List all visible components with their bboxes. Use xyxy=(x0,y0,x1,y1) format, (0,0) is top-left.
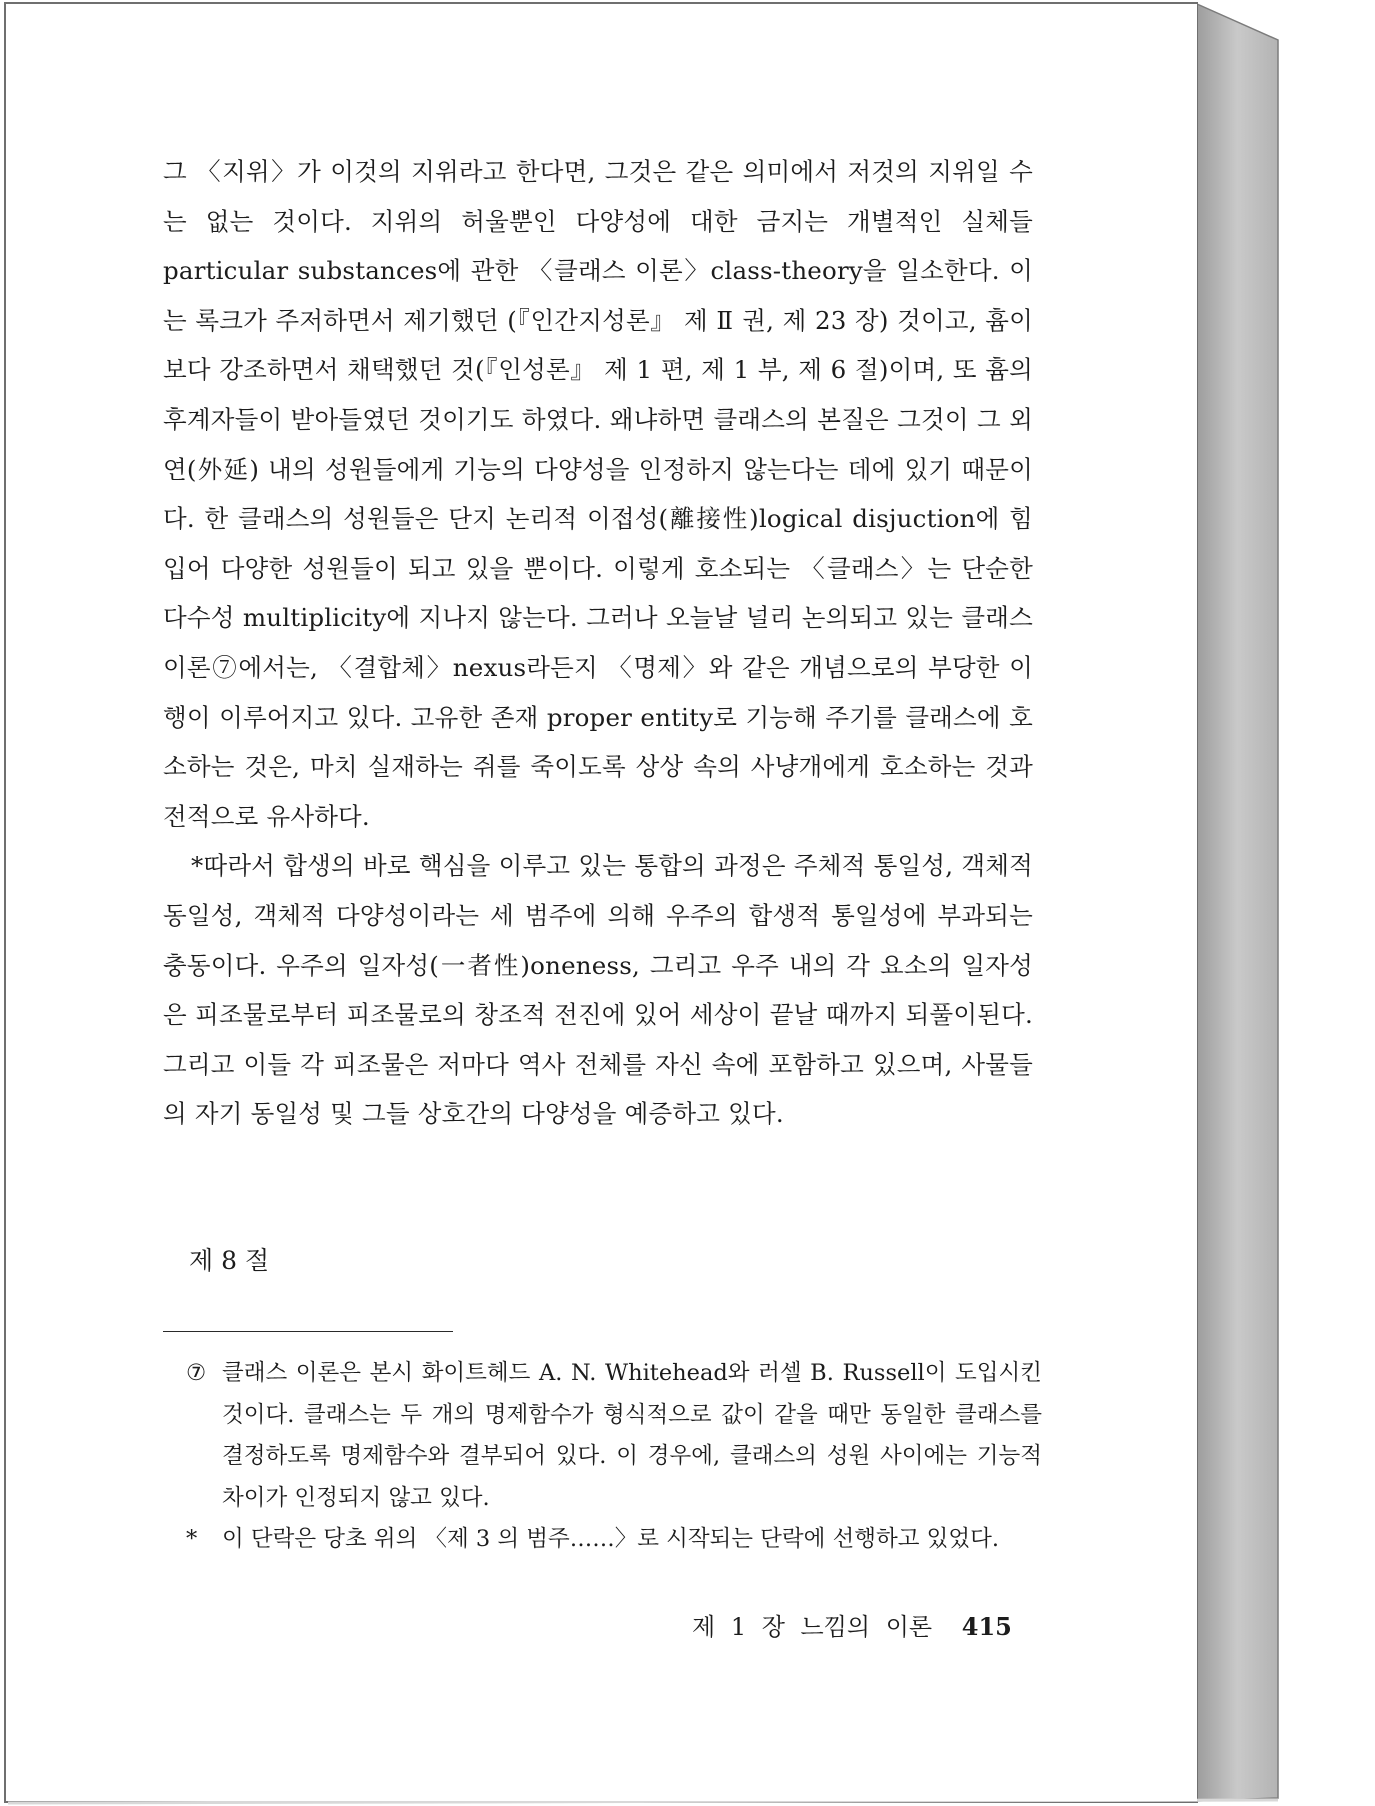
book-page xyxy=(6,4,1197,1801)
footnote-asterisk xyxy=(186,1519,1042,1561)
footnotes xyxy=(186,1353,1042,1561)
footnote-mark: * xyxy=(186,1526,198,1552)
page-number: 415 xyxy=(961,1612,1012,1641)
book-side-edge xyxy=(1197,4,1278,1801)
running-footer xyxy=(692,1607,1012,1642)
section-heading: 제 8 절 xyxy=(189,1246,270,1275)
paragraph-1: 그 〈지위〉가 이것의 지위라고 한다면, 그것은 같은 의미에서 저것의 지위일 수는 없는 것이다. 지위의 허울뿐인 다양성에 대한 금지는 개별적인 실체들 particular substances에 관한 〈클래스 이론〉class-theory을 일소한다. 이는 록크가 주저하면서 제기했던 (『인간지성론』 제 Ⅱ 권, 제 23 장) 것이고, 흄이 보다 강조하면서 채택했던 것(『인성론』 제 1 편, 제 1 부, 제 6 절)이며, 또 흄의 후계자들이 받아들였던 것이기도 하였다. 왜냐하면 클래스의 본질은 그것이 그 외연(外延) 내의 성원들에게 기능의 다양성을 인정하지 않는다는 데에 있기 때문이다. 한 클래스의 성원들은 단지 논리적 이접성(離接性)logical disjuction에 힘입어 다양한 성원들이 되고 있을 뿐이다. 이렇게 호소되는 〈클래스〉는 단순한 다수성 multiplicity에 지나지 않는다. 그러나 오늘날 널리 논의되고 있는 클래스 이론⑦에서는, 〈결합체〉nexus라든지 〈명제〉와 같은 개념으로의 부당한 이행이 이루어지고 있다. 고유한 존재 proper entity로 기능해 주기를 클래스에 호소하는 것은, 마치 실재하는 쥐를 죽이도록 상상 속의 사냥개에게 호소하는 것과 전적으로 유사하다. xyxy=(163,157,1033,831)
chapter-label: 제 1 장 xyxy=(692,1613,785,1641)
footnote-text: 이 단락은 당초 위의 〈제 3 의 범주……〉로 시작되는 단락에 선행하고 있었다. xyxy=(222,1526,999,1552)
body-text xyxy=(163,147,1033,1139)
chapter-title: 느낌의 이론 xyxy=(800,1613,933,1641)
footnote-divider xyxy=(163,1331,453,1332)
footnote-mark: ⑦ xyxy=(186,1360,207,1386)
paragraph-2: *따라서 합생의 바로 핵심을 이루고 있는 통합의 과정은 주체적 통일성, 객체적 동일성, 객체적 다양성이라는 세 범주에 의해 우주의 합생적 통일성에 부과되는 충동이다. 우주의 일자성(一者性)oneness, 그리고 우주 내의 각 요소의 일자성은 피조물로부터 피조물로의 창조적 전진에 있어 세상이 끝날 때까지 되풀이된다. 그리고 이들 각 피조물은 저마다 역사 전체를 자신 속에 포함하고 있으며, 사물들의 자기 동일성 및 그들 상호간의 다양성을 예증하고 있다. xyxy=(163,851,1033,1129)
footnote-text: 클래스 이론은 본시 화이트헤드 A. N. Whitehead와 러셀 B. Russell이 도입시킨 것이다. 클래스는 두 개의 명제함수가 형식적으로 값이 같을 때만 동일한 클래스를 결정하도록 명제함수와 결부되어 있다. 이 경우에, 클래스의 성원 사이에는 기능적 차이가 인정되지 않고 있다. xyxy=(222,1360,1042,1511)
footnote-7 xyxy=(186,1353,1042,1519)
